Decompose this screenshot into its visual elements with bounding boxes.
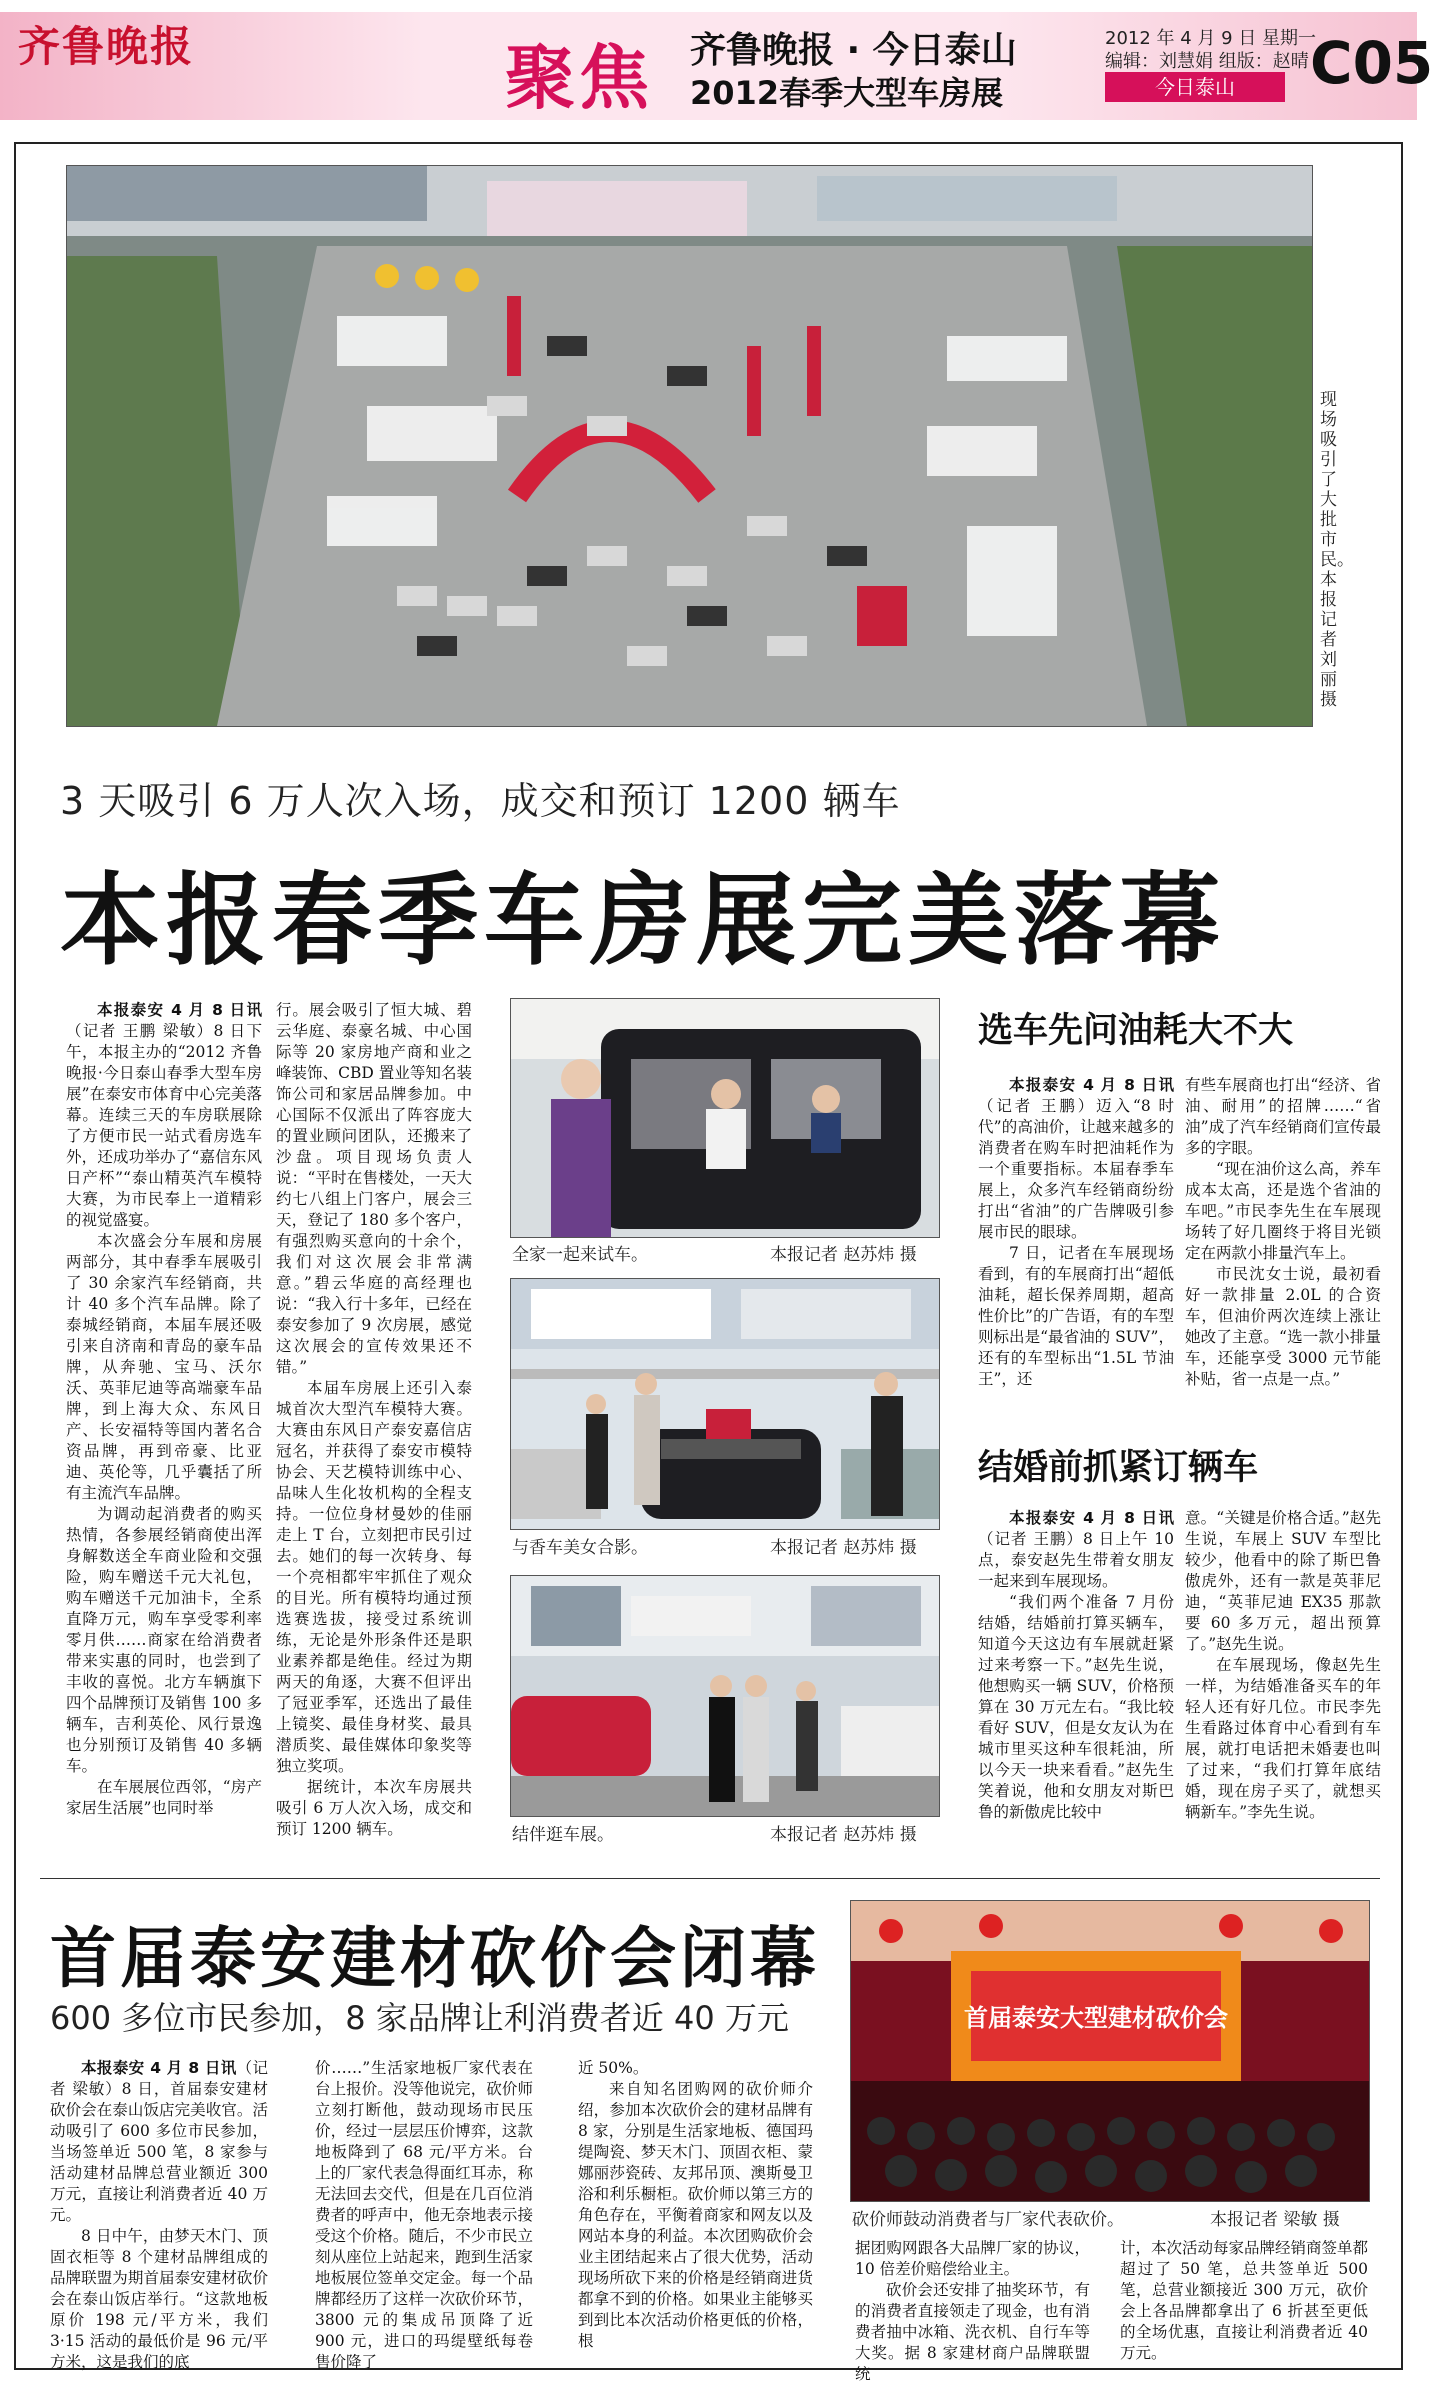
section-name: 聚焦 bbox=[505, 37, 653, 119]
main-story-paragraph: 本届车房展上还引入泰城首次大型汽车模特大赛。大赛由东风日产泰安嘉信店冠名，并获得了泰安市模特协会、天艺模特训练中心、品味人生化妆机构的全程支持。一位位身材曼妙的佳丽走上 T 台，立刻把市民引过去。她们的每一次转身、每一个亮相都牢牢抓住了观众的目光。所有模特均通过预选赛选拔，接受过系统训练，无论是外形条件还是职业素养都是绝佳。经过为期两天的角逐，大赛不但评出了冠亚季军，还选出了最佳上镜奖、最佳身材奖、最具潜质奖、最佳媒体印象奖等独立奖项。 bbox=[276, 1379, 472, 1775]
bottom-headline: 首届泰安建材砍价会闭幕 bbox=[50, 1920, 820, 1997]
fuel-story-col1 bbox=[978, 1075, 1174, 1415]
bottom-story-col4 bbox=[855, 2238, 1090, 2383]
fuel-story-paragraph: 市民沈女士说，最初看好一款排量 2.0L 的合资车，但油价两次连续上涨让她改了主意。“选一款小排量车，还能享受 3000 元节能补贴，省一点是一点。” bbox=[1185, 1265, 1381, 1388]
wedding-story-dateline: 本报泰安 4 月 8 日讯 bbox=[1009, 1509, 1174, 1527]
wedding-story-paragraph: “我们两个准备 7 月份结婚，结婚前打算买辆车，知道今天这边有车展就赶紧过来考察一下。”赵先生说，他想购买一辆 SUV，价格预算在 30 万元左右。“我比较看好 SUV，但是女友认为在城市里买这种车很耗油，所以今天一块来看看。”赵先生笑着说，他和女朋友对斯巴鲁的新傲虎比较中 bbox=[978, 1593, 1174, 1821]
photo2-caption: 与香车美女合影。 bbox=[512, 1538, 648, 1558]
main-story-col1 bbox=[66, 1000, 262, 1860]
main-story-dateline: 本报泰安 4 月 8 日讯 bbox=[97, 1001, 262, 1019]
section-tag: 今日泰山 bbox=[1105, 72, 1285, 102]
main-headline: 本报春季车房展完美落幕 bbox=[60, 862, 1226, 979]
wedding-story-col2 bbox=[1185, 1508, 1381, 1863]
fuel-story-paragraph: 7 日，记者在车展现场看到，有的车展商打出“超低油耗，超长保养周期，超高性价比”的广告语，有的车型则标出是“最省油的 SUV”，还有的车型标出“1.5L 节油王”，还 bbox=[978, 1244, 1174, 1388]
wedding-story-paragraph: （记者 王鹏）8 日上午 10 点，泰安赵先生带着女朋友一起来到车展现场。 bbox=[978, 1530, 1174, 1590]
photo1-credit: 本报记者 赵苏炜 摄 bbox=[770, 1245, 917, 1265]
bottom-story-col5 bbox=[1120, 2238, 1369, 2362]
bottom-story-col1 bbox=[50, 2058, 268, 2371]
fuel-story-paragraph: （记者 王鹏）迈入“8 时代”的高油价，让越来越多的消费者在购车时把油耗作为一个重要指标。本届春季车展上，众多汽车经销商纷纷打出“省油”的广告牌吸引参展市民的眼球。 bbox=[978, 1097, 1174, 1241]
photo3-credit: 本报记者 赵苏炜 摄 bbox=[770, 1825, 917, 1845]
masthead-logo: 齐鲁晚报 bbox=[18, 22, 195, 71]
photo1-caption: 全家一起来试车。 bbox=[512, 1245, 648, 1265]
main-story-paragraph: 为调动起消费者的购买热情，各参展经销商使出浑身解数送全车商业险和交强险，购车赠送千元大礼包，购车赠送千元加油卡，全系直降万元，购车享受零利率零月供……商家在给消费者带来实惠的同时，也尝到了丰收的喜悦。北方车辆旗下四个品牌预订及销售 100 多辆车，吉利英伦、风行景逸也分别预订及销售 40 多辆车。 bbox=[66, 1505, 262, 1775]
fuel-story-col2 bbox=[1185, 1075, 1381, 1415]
bottom-story-paragraph: 近 50%。 bbox=[578, 2059, 649, 2077]
photo3-caption: 结伴逛车展。 bbox=[512, 1825, 614, 1845]
bottom-story-paragraph: （记者 梁敏）8 日，首届泰安建材砍价会在泰山饭店完美收官。活动吸引了 600 多位市民参加，当场签单近 500 笔，8 家参与活动建材品牌总营业额近 300 万元，直接让利消费者近 40 万元。 bbox=[50, 2059, 268, 2224]
bottom-subheadline: 600 多位市民参加，8 家品牌让利消费者近 40 万元 bbox=[50, 1999, 789, 2037]
wedding-story-paragraph: 在车展现场，像赵先生一样，为结婚准备买车的年轻人还有好几位。市民李先生看路过体育中心看到有车展，就打电话把未婚妻也叫了过来，“我们打算年底结婚，现在房子买了，就想买辆新车。”李先生说。 bbox=[1185, 1656, 1381, 1821]
bottom-story-dateline: 本报泰安 4 月 8 日讯 bbox=[81, 2059, 237, 2077]
main-story-col2 bbox=[276, 1000, 472, 1860]
main-story-paragraph: 本次盛会分车展和房展两部分，其中春季车展吸引了 30 余家汽车经销商，共计 40 多个汽车品牌。除了泰城经销商，本届车展还吸引来自济南和青岛的豪车品牌，从奔驰、宝马、沃尔沃、英菲尼迪等高端豪车品牌，到上海大众、东风日产、长安福特等国内著名合资品牌，再到帝豪、比亚迪、英伦等，几乎囊括了所有主流汽车品牌。 bbox=[66, 1232, 262, 1502]
bottom-story-paragraph: 计，本次活动每家品牌经销商签单都超过了 50 笔，总共签单近 500 笔，总营业额接近 300 万元，砍价会上各品牌都拿出了 6 折甚至更低的全场优惠，直接让利消费者近 40 万元。 bbox=[1120, 2239, 1369, 2362]
main-story-paragraph: 在车展展位西邻，“房产家居生活展”也同时举 bbox=[66, 1778, 262, 1817]
fuel-story-dateline: 本报泰安 4 月 8 日讯 bbox=[1009, 1076, 1174, 1094]
wedding-story-paragraph: 意。“关键是价格合适。”赵先生说，车展上 SUV 车型比较少，他看中的除了斯巴鲁傲虎外，还有一款是英菲尼迪，“英菲尼迪 EX35 那款要 60 多万元，超出预算了。”赵先生说。 bbox=[1185, 1509, 1381, 1653]
bottom-story-col3 bbox=[578, 2058, 813, 2358]
main-story-paragraph: （记者 王鹏 梁敏）8 日下午，本报主办的“2012 齐鲁晚报·今日泰山春季大型车房展”在泰安市体育中心完美落幕。连续三天的车房联展除了方便市民一站式看房选车外，还成功举办了“嘉信东风日产杯”“泰山精英汽车模特大赛，为市民奉上一道精彩的视觉盛宴。 bbox=[66, 1022, 262, 1229]
section-divider bbox=[40, 1878, 1380, 1879]
header-title-line1: 齐鲁晚报 · 今日泰山 bbox=[690, 30, 1017, 71]
photo-family-test-drive bbox=[510, 998, 940, 1238]
main-story-paragraph: 据统计，本次车房展共吸引 6 万人次入场，成交和预订 1200 辆车。 bbox=[276, 1778, 472, 1838]
wedding-story-col1 bbox=[978, 1508, 1174, 1863]
wedding-story-headline: 结婚前抓紧订辆车 bbox=[978, 1448, 1259, 1488]
top-photo-aerial-expo bbox=[66, 165, 1313, 727]
fuel-story-headline: 选车先问油耗大不大 bbox=[978, 1011, 1294, 1051]
main-subheadline: 3 天吸引 6 万人次入场，成交和预订 1200 辆车 bbox=[60, 779, 901, 823]
photo-bargain-fair-stage bbox=[850, 1900, 1370, 2202]
bottom-photo-caption: 砍价师鼓动消费者与厂家代表砍价。 bbox=[852, 2210, 1124, 2230]
page-number: C05 bbox=[1310, 29, 1433, 97]
photo-visitors-at-show bbox=[510, 1575, 940, 1817]
header-date: 2012 年 4 月 9 日 星期一 bbox=[1105, 28, 1317, 49]
bottom-story-col2 bbox=[315, 2058, 533, 2371]
bottom-story-paragraph: 8 日中午，由梦天木门、顶固衣柜等 8 个建材品牌组成的品牌联盟为期首届泰安建材砍价会在泰山饭店举行。“这款地板原价 198 元/平方米，我们 3·15 活动的最低价是 96 元/平方米，这是我们的底 bbox=[50, 2227, 268, 2371]
bottom-photo-credit: 本报记者 梁敏 摄 bbox=[1210, 2210, 1340, 2230]
bottom-story-paragraph: 来自知名团购网的砍价师介绍，参加本次砍价会的建材品牌有 8 家，分别是生活家地板、德国玛缇陶瓷、梦天木门、顶固衣柜、蒙娜丽莎瓷砖、友邦吊顶、澳斯曼卫浴和利乐橱柜。砍价师以第三方的角色存在，平衡着商家和网友以及网站本身的利益。本次团购砍价会业主团结起来占了很大优势，活动现场所砍下来的价格是经销商进货都拿不到的价格。如果业主能够买到到比本次活动价格更低的价格，根 bbox=[578, 2080, 813, 2350]
photo-banner-text: 首届泰安大型建材砍价会 bbox=[964, 2004, 1228, 2032]
fuel-story-paragraph: 有些车展商也打出“经济、省油、耐用”的招牌……“省油”成了汽车经销商们宣传最多的字眼。 bbox=[1185, 1076, 1381, 1157]
fuel-story-paragraph: “现在油价这么高，养车成本太高，还是选个省油的车吧。”市民李先生在车展现场转了好几圈终于将目光锁定在两款小排量汽车上。 bbox=[1185, 1160, 1381, 1262]
bottom-story-paragraph: 砍价会还安排了抽奖环节，有的消费者直接领走了现金，也有消费者抽中冰箱、洗衣机、自行车等大奖。据 8 家建材商户品牌联盟统 bbox=[855, 2281, 1090, 2383]
photo-models-with-car bbox=[510, 1278, 940, 1530]
header-title-line2: 2012春季大型车房展 bbox=[690, 74, 1004, 112]
bottom-story-paragraph: 据团购网跟各大品牌厂家的协议，10 倍差价赔偿给业主。 bbox=[855, 2239, 1090, 2278]
header-editors: 编辑：刘慧娟 组版：赵晴 bbox=[1105, 51, 1309, 72]
main-story-paragraph: 行。展会吸引了恒大城、碧云华庭、泰豪名城、中心国际等 20 家房地产商和业之峰装饰、CBD 置业等知名装饰公司和家居品牌参加。中心国际不仅派出了阵容庞大的置业顾问团队，还搬来了沙盘。项目现场负责人说：“平时在售楼处，一天大约七八组上门客户，展会三天，登记了 180 多个客户，有强烈购买意向的十余个，我们对这次展会非常满意。”碧云华庭的高经理也说：“我入行十多年，已经在泰安参加了 9 次房展，感觉这次展会的宣传效果还不错。” bbox=[276, 1001, 472, 1376]
top-photo-caption: 现场吸引了大批市民。本报记者 刘丽 摄 bbox=[1320, 390, 1354, 710]
bottom-story-paragraph: 价……”生活家地板厂家代表在台上报价。没等他说完，砍价师立刻打断他，鼓动现场市民压价，经过一层层压价博弈，这款地板降到了 68 元/平方米。台上的厂家代表急得面红耳赤，称无法回去交代，但是在几百位消费者的呼声中，他无奈地表示接受这个价格。随后，不少市民立刻从座位上站起来，跑到生活家地板展位签单交定金。每一个品牌都经历了这样一次砍价环节，3800 元的集成吊顶降了近 900 元，进口的玛缇壁纸每卷售价降了 bbox=[315, 2059, 533, 2371]
photo2-credit: 本报记者 赵苏炜 摄 bbox=[770, 1538, 917, 1558]
